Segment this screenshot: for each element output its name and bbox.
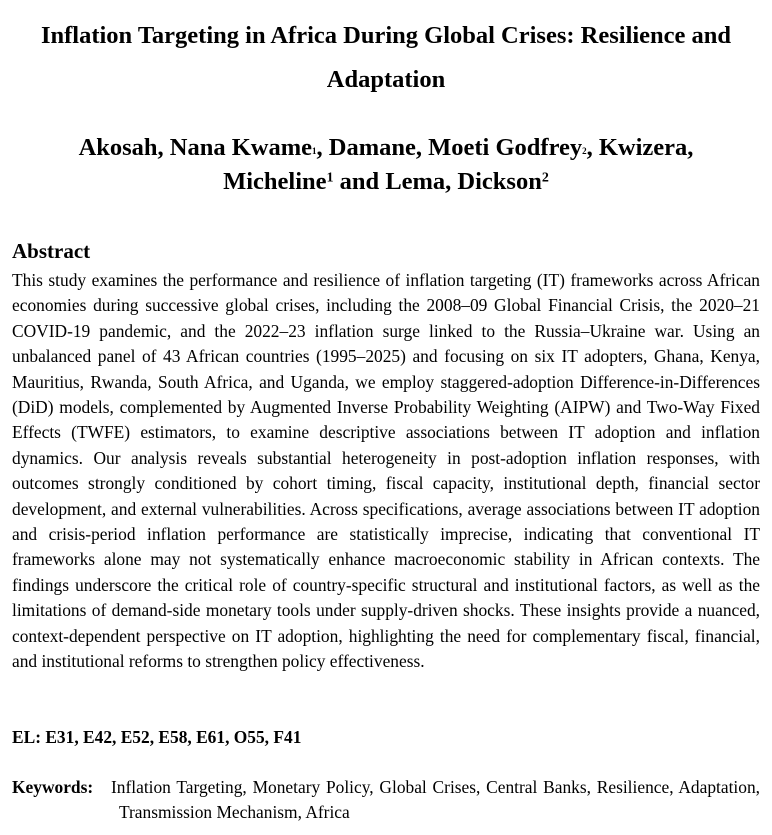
paper-title: Inflation Targeting in Africa During Global Crises: Resilience and Adaptation <box>40 22 732 93</box>
author-name: Damane, Moeti Godfrey <box>328 134 583 161</box>
author-name: Lema, Dickson <box>385 168 542 195</box>
author-name: Kwizera, Micheline <box>223 134 694 195</box>
author-affiliation: 2 <box>582 146 587 157</box>
jel-codes: EL: E31, E42, E52, E58, E61, O55, F41 <box>12 727 302 747</box>
author-separator: , <box>586 134 599 161</box>
author-separator: , <box>316 134 329 161</box>
author-name: Akosah, Nana Kwame <box>78 134 313 161</box>
author-affiliation: 1 <box>312 146 317 157</box>
author-affiliation: 2 <box>541 170 549 186</box>
author-list <box>30 131 742 199</box>
author-affiliation: 1 <box>326 170 334 186</box>
keywords-label: Keywords: <box>12 777 94 797</box>
keywords-block <box>12 775 760 826</box>
abstract-text: This study examines the performance and resilience of inflation targeting (IT) frameworks across African economies during successive global crises, including the 2008–09 Global Financial Crisis, the 2020–21 COVID-19 pandemic, and the 2022–23 inflation surge linked to the Russia–Ukraine war. Using an unbalanced panel of 43 African countries (1995–2025) and focusing on six IT adopters, Ghana, Kenya, Mauritius, Rwanda, South Africa, and Uganda, we employ staggered-adoption Difference-in-Differences (DiD) models, complemented by Augmented Inverse Probability Weighting (AIPW) and Two-Way Fixed Effects (TWFE) estimators, to examine descriptive associations between IT adoption and inflation dynamics. Our analysis reveals substantial heterogeneity in post-adoption inflation responses, with outcomes strongly conditioned by cohort timing, fiscal capacity, institutional depth, financial sector development, and external vulnerabilities. Across specifications, average associations between IT adoption and crisis-period inflation performance are statistically imprecise, indicating that conventional IT frameworks alone may not systematically enhance macroeconomic stability in African contexts. The findings underscore the critical role of country-specific structural and institutional factors, as well as the limitations of demand-side monetary tools under supply-driven shocks. These insights provide a nuanced, context-dependent perspective on IT adoption, highlighting the need for complementary fiscal, financial, and institutional reforms to strengthen policy effectiveness. <box>12 270 760 672</box>
abstract-heading: Abstract <box>12 239 91 263</box>
keywords-list: Inflation Targeting, Monetary Policy, Global Crises, Central Banks, Resilience, Adaptation, Transmission Mechanism, Africa <box>111 777 760 823</box>
author-separator: and <box>333 168 386 195</box>
